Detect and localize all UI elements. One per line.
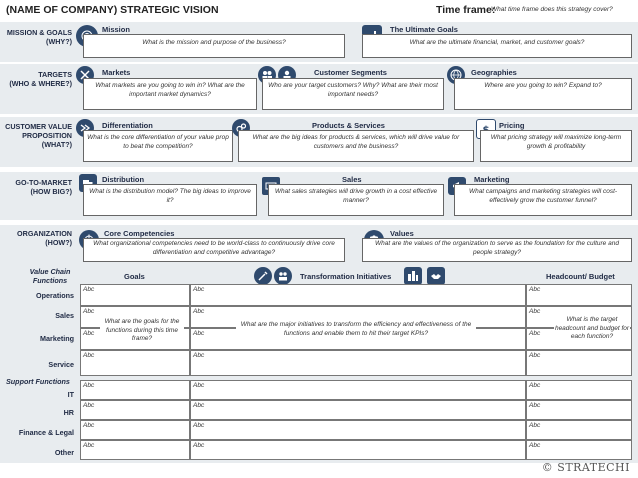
timeframe-label: Time frame: bbox=[436, 4, 496, 16]
customer-segments-title: Customer Segments bbox=[314, 68, 387, 77]
side-label-gtm: GO-TO-MARKET (HOW BIG?) bbox=[15, 178, 72, 196]
core-competencies-title: Core Competencies bbox=[104, 229, 175, 238]
values-question: What are the values of the organization to serve as the foundation for the culture and people strategy? bbox=[375, 240, 619, 256]
support-functions-label: Support Functions bbox=[6, 377, 70, 386]
marketing-box[interactable] bbox=[454, 184, 632, 216]
transformation-header: Transformation Initiatives bbox=[300, 272, 392, 281]
distribution-box[interactable] bbox=[83, 184, 257, 216]
products-services-title: Products & Services bbox=[312, 121, 385, 130]
side-label-org: ORGANIZATION (HOW?) bbox=[17, 229, 72, 247]
hb-cell-operations[interactable]: Abc bbox=[526, 284, 632, 306]
marketing-title: Marketing bbox=[474, 175, 510, 184]
differentiation-question: What is the core differentiation of your value prop to beat the competition? bbox=[87, 134, 229, 150]
products-services-question: What are the big ideas for products & services, which will drive value for customers and the business? bbox=[252, 134, 460, 150]
row-marketing: Marketing bbox=[40, 334, 74, 343]
goals-cell-finance[interactable]: Abc bbox=[80, 420, 190, 440]
distribution-title: Distribution bbox=[102, 175, 145, 184]
differentiation-box[interactable] bbox=[83, 130, 233, 162]
team-icon bbox=[274, 267, 292, 285]
value-chain-label: Value Chain Functions bbox=[29, 267, 71, 285]
goals-cell-sales[interactable]: Abc bbox=[80, 306, 190, 328]
ti-cell-marketing[interactable]: Abc bbox=[190, 328, 526, 350]
mission-box[interactable] bbox=[83, 34, 345, 58]
markets-question: What markets are you going to win in? What are the important market dynamics? bbox=[95, 82, 245, 98]
goals-cell-operations[interactable]: Abc bbox=[80, 284, 190, 306]
buildings-icon bbox=[404, 267, 422, 285]
ti-cell-it[interactable]: Abc bbox=[190, 380, 526, 400]
geographies-box[interactable] bbox=[454, 78, 632, 110]
values-title: Values bbox=[390, 229, 414, 238]
hb-cell-it[interactable]: Abc bbox=[526, 380, 632, 400]
page-title: (NAME OF COMPANY) STRATEGIC VISION bbox=[6, 4, 219, 16]
distribution-question: What is the distribution model? The big ideas to improve it? bbox=[89, 188, 251, 204]
mission-title: Mission bbox=[102, 25, 130, 34]
customer-segments-box[interactable] bbox=[262, 78, 444, 110]
values-box[interactable] bbox=[362, 238, 632, 262]
sales-title: Sales bbox=[342, 175, 362, 184]
ultimate-goals-question: What are the ultimate financial, market, and customer goals? bbox=[409, 39, 585, 46]
differentiation-title: Differentiation bbox=[102, 121, 153, 130]
hb-cell-marketing[interactable]: Abc bbox=[526, 328, 632, 350]
goals-cell-marketing[interactable]: Abc bbox=[80, 328, 190, 350]
handshake-icon bbox=[427, 267, 445, 285]
goals-question: What are the goals for the functions during this time frame? bbox=[100, 318, 184, 344]
goals-cell-it[interactable]: Abc bbox=[80, 380, 190, 400]
ti-cell-sales[interactable]: Abc bbox=[190, 306, 526, 328]
sales-question: What sales strategies will drive growth in a cost effective manner? bbox=[274, 188, 438, 204]
hb-cell-service[interactable]: Abc bbox=[526, 350, 632, 376]
row-service: Service bbox=[48, 360, 74, 369]
customer-segments-question: Who are your target customers? Why? What are their most important needs? bbox=[268, 82, 438, 98]
goals-header: Goals bbox=[124, 272, 145, 281]
hb-cell-sales[interactable]: Abc bbox=[526, 306, 632, 328]
goals-cell-hr[interactable]: Abc bbox=[80, 400, 190, 420]
geographies-title: Geographies bbox=[471, 68, 517, 77]
row-operations: Operations bbox=[36, 291, 74, 300]
hb-question: What is the target headcount and budget for each function? bbox=[554, 316, 630, 340]
hb-cell-hr[interactable]: Abc bbox=[526, 400, 632, 420]
markets-title: Markets bbox=[102, 68, 131, 77]
ti-cell-operations[interactable]: Abc bbox=[190, 284, 526, 306]
ultimate-goals-box[interactable] bbox=[362, 34, 632, 58]
ti-question: What are the major initiatives to transform the efficiency and effectiveness of the functions and enable them to hit their target KPIs? bbox=[236, 321, 476, 338]
ti-cell-other[interactable]: Abc bbox=[190, 440, 526, 460]
marketing-question: What campaigns and marketing strategies will cost-effectively grow the customer funnel? bbox=[468, 188, 618, 204]
row-finance-legal: Finance & Legal bbox=[18, 428, 74, 437]
timeframe-question[interactable]: What time frame does this strategy cover? bbox=[491, 6, 613, 13]
pricing-title: Pricing bbox=[499, 121, 525, 130]
goals-cell-other[interactable]: Abc bbox=[80, 440, 190, 460]
ultimate-goals-title: The Ultimate Goals bbox=[390, 25, 458, 34]
ti-cell-hr[interactable]: Abc bbox=[190, 400, 526, 420]
pricing-question: What pricing strategy will maximize long-term growth & profitability bbox=[490, 134, 622, 150]
hb-cell-finance[interactable]: Abc bbox=[526, 420, 632, 440]
brand-logo: © STRATECHI bbox=[541, 461, 630, 474]
row-sales: Sales bbox=[55, 311, 74, 320]
markets-box[interactable] bbox=[83, 78, 257, 110]
ti-cell-service[interactable]: Abc bbox=[190, 350, 526, 376]
hb-cell-other[interactable]: Abc bbox=[526, 440, 632, 460]
headcount-header: Headcount/ Budget bbox=[546, 272, 615, 281]
ti-cell-finance[interactable]: Abc bbox=[190, 420, 526, 440]
geographies-question: Where are you going to win? Expand to? bbox=[484, 82, 602, 89]
side-label-mission: MISSION & GOALS (WHY?) bbox=[6, 28, 72, 46]
goals-cell-service[interactable]: Abc bbox=[80, 350, 190, 376]
products-services-box[interactable] bbox=[238, 130, 474, 162]
side-label-targets: TARGETS (WHO & WHERE?) bbox=[9, 70, 72, 88]
pricing-box[interactable] bbox=[480, 130, 632, 162]
tools-icon bbox=[254, 267, 272, 285]
sales-box[interactable] bbox=[268, 184, 444, 216]
core-competencies-question: What organizational competencies need to be world-class to continuously drive core differentiation and competitive advantage? bbox=[93, 240, 335, 256]
side-label-cvp: CUSTOMER VALUE PROPOSITION (WHAT?) bbox=[5, 122, 72, 149]
mission-question: What is the mission and purpose of the business? bbox=[142, 39, 286, 46]
row-hr: HR bbox=[63, 408, 74, 417]
row-it: IT bbox=[67, 390, 74, 399]
core-competencies-box[interactable] bbox=[83, 238, 345, 262]
row-other: Other bbox=[54, 448, 74, 457]
